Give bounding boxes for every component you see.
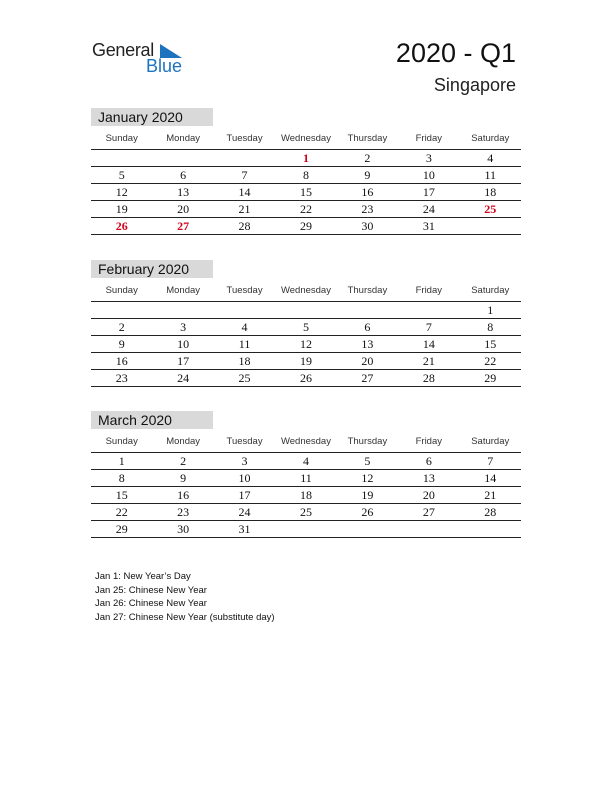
holiday-entry: Jan 25: Chinese New Year [95,584,207,596]
day-cell: 5 [118,168,125,182]
day-cell: 21 [422,354,435,368]
day-cell: 24 [422,202,435,216]
weekday-label: Sunday [105,133,138,144]
day-cell: 8 [487,320,494,334]
week-row [91,150,521,167]
day-cell [398,521,459,537]
day-cell: 28 [238,219,251,233]
week-row [91,319,521,336]
day-cell: 5 [302,320,309,334]
day-cell: 11 [484,168,497,182]
weekday-header-row [91,284,521,302]
day-cell: 9 [118,337,125,351]
day-cell [91,302,152,318]
day-cell: 23 [115,371,128,385]
day-cell [152,302,213,318]
day-cell: 21 [238,202,251,216]
day-cell: 18 [299,488,312,502]
weekday-label: Saturday [471,436,510,447]
day-cell: 10 [177,337,190,351]
weekday-label: Tuesday [226,436,263,447]
weekday-label: Thursday [347,133,388,144]
weekday-label: Thursday [347,285,388,296]
weekday-label: Monday [166,436,201,447]
day-cell: 22 [299,202,312,216]
day-cell: 8 [302,168,309,182]
day-cell: 14 [422,337,435,351]
week-row [91,470,521,487]
day-cell [398,302,459,318]
day-cell: 9 [364,168,371,182]
day-cell: 15 [484,337,497,351]
day-cell: 28 [422,371,435,385]
day-cell: 11 [300,471,312,485]
month-january [91,108,521,235]
holiday-list [95,570,275,624]
weekday-label: Saturday [471,133,510,144]
day-cell: 5 [364,454,371,468]
day-cell: 17 [422,185,435,199]
day-cell: 13 [177,185,190,199]
day-cell: 3 [241,454,248,468]
day-cell: 14 [238,185,251,199]
week-row [91,336,521,353]
day-cell: 13 [361,337,374,351]
week-row [91,504,521,521]
day-cell: 7 [487,454,494,468]
day-cell: 17 [238,488,251,502]
day-cell: 12 [361,471,374,485]
day-cell [91,150,152,166]
week-row [91,353,521,370]
day-cell: 29 [115,522,128,536]
weekday-label: Saturday [471,285,510,296]
day-cell: 26 [299,371,312,385]
day-cell: 3 [180,320,187,334]
day-cell [337,521,398,537]
day-cell: 14 [484,471,497,485]
holiday-day-cell: 26 [115,219,128,233]
day-cell: 12 [299,337,312,351]
day-cell: 31 [238,522,251,536]
day-cell: 1 [118,454,125,468]
day-cell: 28 [484,505,497,519]
month-name: January 2020 [91,108,213,126]
day-cell: 11 [238,337,251,351]
day-cell: 7 [241,168,248,182]
day-cell: 30 [177,522,190,536]
day-cell: 10 [238,471,251,485]
weekday-label: Tuesday [226,133,263,144]
week-row [91,218,521,235]
week-row [91,453,521,470]
week-row [91,167,521,184]
day-cell: 26 [361,505,374,519]
day-cell: 21 [484,488,497,502]
weekday-label: Friday [415,436,443,447]
day-cell: 2 [118,320,125,334]
day-cell: 7 [425,320,432,334]
weekday-label: Wednesday [280,133,331,144]
week-row [91,184,521,201]
day-cell: 6 [364,320,371,334]
day-cell: 27 [422,505,435,519]
day-cell: 16 [177,488,190,502]
day-cell: 27 [361,371,374,385]
weekday-header-row [91,435,521,453]
weekday-label: Sunday [105,436,138,447]
day-cell: 25 [238,371,251,385]
day-cell: 15 [299,185,312,199]
weekday-label: Thursday [347,436,388,447]
day-cell: 10 [422,168,435,182]
day-cell: 13 [422,471,435,485]
day-cell [460,521,521,537]
week-row [91,201,521,218]
day-cell: 24 [177,371,190,385]
day-cell: 22 [484,354,497,368]
weekday-label: Wednesday [280,285,331,296]
day-cell: 23 [177,505,190,519]
weekday-label: Monday [166,285,201,296]
day-cell: 18 [484,185,497,199]
day-cell [275,302,336,318]
day-cell: 25 [299,505,312,519]
day-cell: 20 [177,202,190,216]
weekday-label: Wednesday [280,436,331,447]
page-title: 2020 - Q1 [395,38,516,68]
day-cell: 15 [115,488,128,502]
day-cell [275,521,336,537]
day-cell [214,302,275,318]
day-cell: 3 [425,151,432,165]
holiday-entry: Jan 27: Chinese New Year (substitute day) [95,611,275,623]
day-cell: 20 [361,354,374,368]
week-row [91,521,521,538]
day-cell: 4 [241,320,248,334]
day-cell: 1 [487,303,494,317]
day-cell: 6 [180,168,187,182]
day-cell: 17 [177,354,190,368]
logo-word-general: General [92,40,154,60]
day-cell [460,218,521,234]
day-cell: 29 [299,219,312,233]
day-cell: 12 [115,185,128,199]
day-cell: 18 [238,354,251,368]
holiday-entry: Jan 26: Chinese New Year [95,598,207,609]
day-cell [214,150,275,166]
weekday-label: Tuesday [226,285,263,296]
day-cell: 24 [238,505,251,519]
weekday-label: Friday [415,133,443,144]
week-row [91,370,521,387]
day-cell [152,150,213,166]
country-subtitle: Singapore [433,75,516,95]
day-cell: 19 [299,354,312,368]
day-cell: 20 [422,488,435,502]
month-february [91,260,521,387]
day-cell: 16 [361,185,374,199]
day-cell [337,302,398,318]
day-cell: 22 [115,505,128,519]
month-name: March 2020 [91,411,213,429]
day-cell: 2 [180,454,187,468]
month-march [91,411,521,538]
holiday-day-cell: 27 [177,219,190,233]
day-cell: 9 [180,471,187,485]
holiday-day-cell: 1 [302,151,309,165]
brand-logo [92,40,192,80]
weekday-label: Monday [166,133,201,144]
day-cell: 4 [302,454,309,468]
day-cell: 8 [118,471,125,485]
weekday-header-row [91,132,521,150]
month-name: February 2020 [91,260,213,278]
day-cell: 6 [425,454,432,468]
day-cell: 2 [364,151,371,165]
week-row [91,487,521,504]
day-cell: 30 [361,219,374,233]
day-cell: 4 [487,151,494,165]
weekday-label: Sunday [105,285,138,296]
week-row [91,302,521,319]
day-cell: 19 [361,488,374,502]
day-cell: 19 [115,202,128,216]
day-cell: 16 [115,354,128,368]
day-cell: 29 [484,371,497,385]
holiday-day-cell: 25 [484,202,497,216]
weekday-label: Friday [415,285,443,296]
day-cell: 23 [361,202,374,216]
holiday-entry: Jan 1: New Year’s Day [95,571,191,582]
logo-word-blue: Blue [146,56,183,76]
day-cell: 31 [422,219,435,233]
